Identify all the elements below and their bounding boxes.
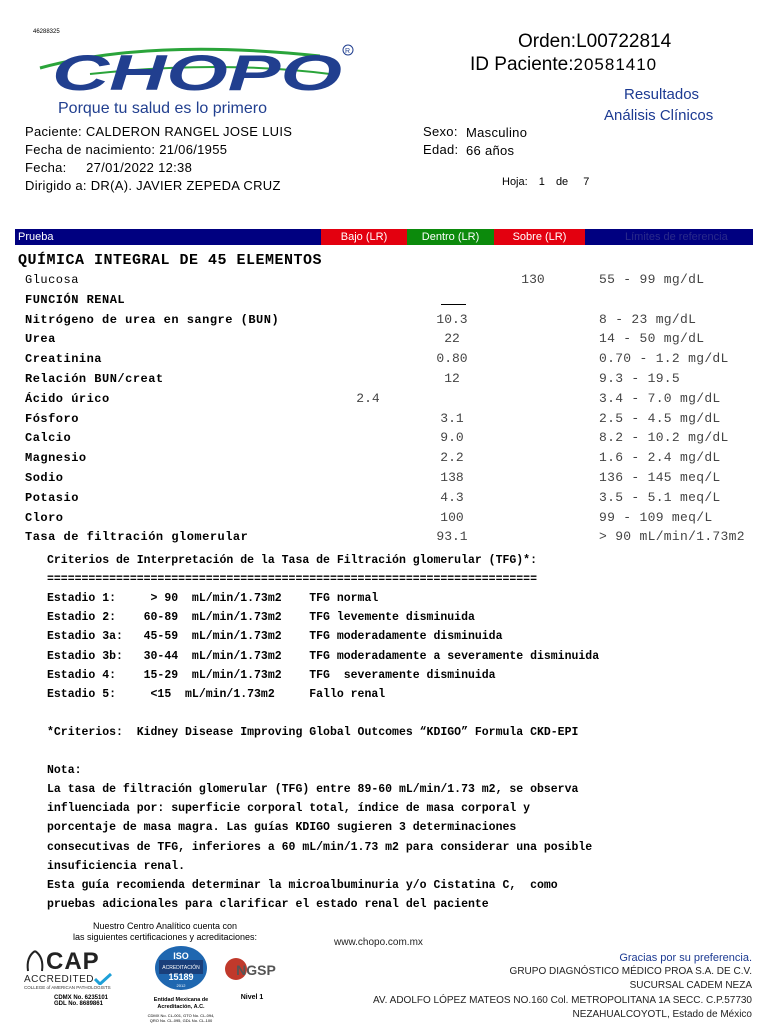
result-value-low: 2.4 <box>356 391 380 406</box>
result-reference-range: 55 - 99 mg/dL <box>599 272 705 287</box>
results-column-header <box>15 229 753 245</box>
note-line: Estadio 4: 15-29 mL/min/1.73m2 TFG severamente disminuida <box>47 669 496 682</box>
result-reference-range: 0.70 - 1.2 mg/dL <box>599 351 729 366</box>
checkmark-icon <box>94 973 112 985</box>
cap-emblem-icon <box>24 949 46 975</box>
cert-title-line1: Nuestro Centro Analítico cuenta con <box>92 921 238 931</box>
col-low: Bajo (LR) <box>321 229 407 245</box>
note-line: Criterios de Interpretación de la Tasa de Filtración glomerular (TFG)*: <box>47 554 537 567</box>
iso-year: 2012 <box>176 983 186 988</box>
ngsp-level: Nivel 1 <box>240 994 264 1001</box>
order-label: Orden: <box>518 31 577 52</box>
age-value: 66 años <box>466 143 515 158</box>
page-label: Hoja: <box>502 176 528 188</box>
branch-address: AV. ADOLFO LÓPEZ MATEOS NO.160 Col. METROPOLITANA 1A SECC. C.P.57730 <box>372 995 752 1006</box>
patient-id <box>470 54 657 76</box>
cap-gdl: GDL No. 8689861 <box>54 1001 103 1007</box>
note-line: ======================================================================= <box>47 573 537 586</box>
result-name: Potasio <box>25 491 79 505</box>
result-reference-range: 3.5 - 5.1 meq/L <box>599 490 721 505</box>
page-indicator <box>502 176 589 188</box>
ema-line2: Acreditación, A.C. <box>157 1004 205 1010</box>
result-reference-range: 99 - 109 meq/L <box>599 510 713 525</box>
col-test: Prueba <box>18 231 54 243</box>
section-title: QUÍMICA INTEGRAL DE 45 ELEMENTOS <box>18 252 323 269</box>
section-underline <box>441 304 466 305</box>
col-limits: Límites de referencia <box>625 231 728 243</box>
result-reference-range: 8 - 23 mg/dL <box>599 312 697 327</box>
patient-id-value: 20581410 <box>573 55 658 74</box>
result-name: FUNCIÓN RENAL <box>25 293 126 307</box>
note-line: Esta guía recomienda determinar la microalbuminuria y/o Cistatina C, como <box>47 879 558 892</box>
page-total: 7 <box>583 176 590 188</box>
note-line: Estadio 1: > 90 mL/min/1.73m2 TFG normal <box>47 592 379 605</box>
result-name: Urea <box>25 332 56 346</box>
patient-id-label: ID Paciente: <box>470 54 574 75</box>
result-reference-range: 1.6 - 2.4 mg/dL <box>599 450 721 465</box>
note-line: Estadio 3b: 30-44 mL/min/1.73m2 TFG moderadamente a severamente disminuida <box>47 650 600 663</box>
ngsp-emblem-icon <box>224 954 280 984</box>
result-reference-range: 136 - 145 meq/L <box>599 470 721 485</box>
cap-sub: ACCREDITED <box>24 973 95 985</box>
result-value-within: 2.2 <box>440 450 464 465</box>
cap-name: CAP <box>46 948 100 975</box>
result-value-within: 9.0 <box>440 430 464 445</box>
order-value: L00722814 <box>576 31 672 52</box>
note-line: Estadio 5: <15 mL/min/1.73m2 Fallo renal <box>47 688 386 701</box>
sex-value: Masculino <box>466 125 528 140</box>
result-value-within: 10.3 <box>436 312 468 327</box>
iso-accreditation-logo <box>140 944 222 1024</box>
website-link[interactable]: www.chopo.com.mx <box>334 937 423 948</box>
result-name: Ácido úrico <box>25 392 110 406</box>
result-reference-range: 8.2 - 10.2 mg/dL <box>599 430 729 445</box>
note-line: Nota: <box>47 764 82 777</box>
branch-name: SUCURSAL CADEM NEZA <box>629 980 752 991</box>
result-name: Nitrógeno de urea en sangre (BUN) <box>25 313 280 327</box>
order-number <box>518 31 671 53</box>
page-of: de <box>555 176 569 188</box>
ngsp-certification-logo <box>222 954 282 1014</box>
ema-line1: Entidad Mexicana de <box>153 997 209 1003</box>
results-title-1: Resultados <box>624 86 700 103</box>
iso-sub: ACREDITACIÓN <box>162 965 200 971</box>
cap-college: COLLEGE of AMERICAN PATHOLOGISTS <box>24 985 111 990</box>
note-line: influenciada por: superficie corporal total, índice de masa corporal y <box>47 802 531 815</box>
company-name: GRUPO DIAGNÓSTICO MÉDICO PROA S.A. DE C.V. <box>509 966 752 977</box>
referring-doctor: Dirigido a: DR(A). JAVIER ZEPEDA CRUZ <box>25 178 281 193</box>
iso-globe-icon <box>153 944 209 992</box>
result-value-within: 0.80 <box>436 351 468 366</box>
ngsp-name: NGSP <box>236 962 276 978</box>
svg-text:R: R <box>345 48 351 55</box>
result-reference-range: 2.5 - 4.5 mg/dL <box>599 411 721 426</box>
patient-name: Paciente: CALDERON RANGEL JOSE LUIS <box>25 124 293 139</box>
result-name: Creatinina <box>25 352 103 366</box>
result-name: Fósforo <box>25 412 79 426</box>
col-above: Sobre (LR) <box>494 229 585 245</box>
iso-name: ISO <box>173 951 189 961</box>
result-value-within: 4.3 <box>440 490 464 505</box>
result-value-above: 130 <box>521 272 545 287</box>
note-line: *Criterios: Kidney Disease Improving Global Outcomes “KDIGO” Formula CKD-EPI <box>47 726 579 739</box>
page-number: 1 <box>538 176 545 188</box>
cap-accreditation-logo <box>24 948 136 1020</box>
slogan: Porque tu salud es lo primero <box>58 100 267 117</box>
result-name: Relación BUN/creat <box>25 372 164 386</box>
result-value-within: 100 <box>440 510 464 525</box>
note-line: insuficiencia renal. <box>47 860 186 873</box>
result-reference-range: 9.3 - 19.5 <box>599 371 681 386</box>
result-value-within: 12 <box>444 371 460 386</box>
ema-line3: CDMX No. CL-001, GTO No. CL-094, <box>147 1013 215 1018</box>
note-line: porcentaje de masa magra. Las guías KDIGO sugieren 3 determinaciones <box>47 821 517 834</box>
result-reference-range: 14 - 50 mg/dL <box>599 331 705 346</box>
result-value-within: 138 <box>440 470 464 485</box>
result-name: Calcio <box>25 431 72 445</box>
result-value-within: 22 <box>444 331 460 346</box>
result-reference-range: > 90 mL/min/1.73m2 <box>599 529 745 544</box>
cert-title-line2: las siguientes certificaciones y acreditaciones: <box>72 932 258 942</box>
result-name: Cloro <box>25 511 64 525</box>
ema-line4: QRO No. CL-095, GDL No. CL-100 <box>149 1018 213 1023</box>
result-name: Glucosa <box>25 273 79 287</box>
iso-number: 15189 <box>168 972 194 982</box>
sex-label: Sexo: <box>423 124 458 139</box>
result-name: Sodio <box>25 471 64 485</box>
col-within: Dentro (LR) <box>407 229 494 245</box>
note-line: La tasa de filtración glomerular (TFG) entre 89-60 mL/min/1.73 m2, se observa <box>47 783 579 796</box>
thanks-message: Gracias por su preferencia. <box>619 952 752 964</box>
certifications-title <box>60 921 270 943</box>
patient-dob: Fecha de nacimiento: 21/06/1955 <box>25 142 228 157</box>
note-line: Estadio 3a: 45-59 mL/min/1.73m2 TFG moderadamente disminuida <box>47 630 503 643</box>
age-label: Edad: <box>423 142 459 157</box>
cap-cdmx: CDMX No. 6235101 <box>54 995 109 1001</box>
result-value-within: 3.1 <box>440 411 464 426</box>
note-line: pruebas adicionales para clarificar el estado renal del paciente <box>47 898 489 911</box>
brand-wordmark: CHOPO <box>52 45 343 101</box>
result-reference-range: 3.4 - 7.0 mg/dL <box>599 391 721 406</box>
document-code: 46288325 <box>33 29 60 35</box>
report-date: Fecha: 27/01/2022 12:38 <box>25 160 193 175</box>
result-name: Magnesio <box>25 451 87 465</box>
note-line: consecutivas de TFG, inferiores a 60 mL/min/1.73 m2 para considerar una posible <box>47 841 593 854</box>
result-name: Tasa de filtración glomerular <box>25 530 249 544</box>
result-value-within: 93.1 <box>436 529 468 544</box>
note-line: Estadio 2: 60-89 mL/min/1.73m2 TFG levemente disminuida <box>47 611 475 624</box>
results-title-2: Análisis Clínicos <box>604 107 714 124</box>
branch-city: NEZAHUALCOYOTL, Estado de México <box>572 1009 752 1020</box>
